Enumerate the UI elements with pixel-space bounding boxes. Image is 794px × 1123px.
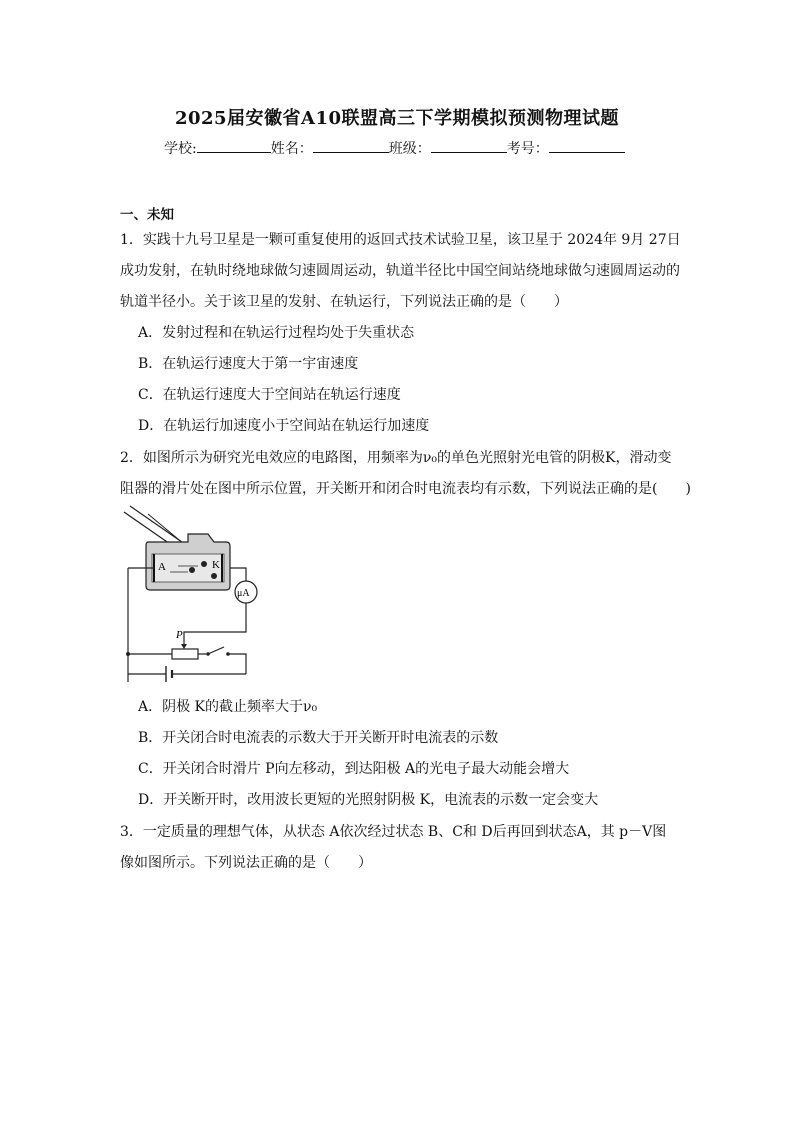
q1-option-d: D．在轨运行加速度小于空间站在轨运行加速度: [138, 418, 430, 434]
q1-option-a: A．发射过程和在轨运行过程均处于失重状态: [138, 325, 415, 341]
q3-stem-line-1: 3．一定质量的理想气体，从状态 A依次经过状态 B、C和 D后再回到状态A，其 p－V图: [120, 824, 667, 840]
slider-label: P: [176, 629, 183, 641]
q2-option-c: C．开关闭合时滑片 P向左移动，到达阳极 A的光电子最大动能会增大: [138, 761, 570, 777]
student-info-row: [164, 138, 625, 158]
switch-lever: [208, 647, 224, 654]
q1-stem-line-3: 轨道半径小。关于该卫星的发射、在轨运行，下列说法正确的是（ ）: [120, 294, 568, 310]
school-blank: [197, 138, 271, 153]
electron-dot: [189, 567, 195, 573]
q3-stem-line-2: 像如图所示。下列说法正确的是（ ）: [120, 855, 372, 871]
number-blank: [549, 138, 625, 153]
anode-label: A: [158, 561, 166, 573]
number-label: 考号：: [506, 141, 549, 157]
class-label: 班级：: [388, 141, 431, 157]
junction-dot: [126, 652, 130, 656]
q2-stem-line-2: 阻器的滑片处在图中所示位置，开关断开和闭合时电流表均有示数，下列说法正确的是( ): [120, 481, 691, 497]
cathode-label: K: [212, 559, 220, 571]
q1-stem-line-2: 成功发射，在轨时绕地球做匀速圆周运动，轨道半径比中国空间站绕地球做匀速圆周运动的: [120, 263, 680, 279]
section-heading: 一、未知: [120, 207, 174, 223]
q2-stem-line-1: 2．如图所示为研究光电效应的电路图，用频率为ν₀的单色光照射光电管的阴极K，滑动变: [120, 450, 672, 466]
electron-dot: [211, 573, 217, 579]
name-label: 姓名：: [270, 141, 313, 157]
q2-option-d: D．开关断开时，改用波长更短的光照射阴极 K，电流表的示数一定会变大: [138, 792, 599, 808]
school-label: 学校:: [164, 141, 197, 157]
class-blank: [431, 138, 507, 153]
page-title: 2025届安徽省A10联盟高三下学期模拟预测物理试题: [174, 108, 620, 129]
q1-option-c: C．在轨运行速度大于空间站在轨运行速度: [138, 387, 401, 403]
name-blank: [313, 138, 389, 153]
photoelectric-circuit-diagram: [118, 504, 268, 684]
cathode-wire: [230, 568, 246, 582]
q1-stem-line-1: 1．实践十九号卫星是一颗可重复使用的返回式技术试验卫星，该卫星于 2024年 9月 27日: [120, 232, 681, 248]
rheostat: [172, 649, 198, 659]
slider-arrow: [181, 644, 187, 649]
q1-option-b: B．在轨运行速度大于第一宇宙速度: [138, 356, 359, 372]
q2-option-b: B．开关闭合时电流表的示数大于开关断开时电流表的示数: [138, 730, 499, 746]
right-wire: [228, 654, 246, 674]
electron-dot: [201, 561, 207, 567]
q2-option-a: A．阴极 K的截止频率大于ν₀: [138, 699, 318, 715]
meter-to-slider-wire: [184, 603, 246, 644]
microammeter-label: μA: [237, 588, 250, 599]
